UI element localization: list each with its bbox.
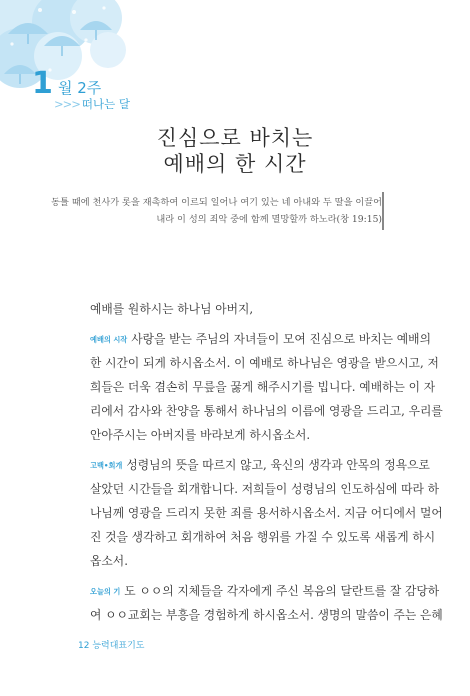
section-label-todays-prayer: 오늘의 기 — [90, 587, 121, 596]
month-theme — [54, 96, 130, 112]
section1-line4: 리에서 감사와 찬양을 통해서 하나님의 이름에 영광을 드리고, 우리를 — [90, 404, 443, 418]
section2-line3: 나님께 영광을 드리지 못한 죄를 용서하시옵소서. 지금 어디에서 멀어 — [90, 506, 443, 520]
book-title: 능력대표기도 — [92, 641, 145, 651]
page-footer — [78, 638, 145, 651]
month-number: 1 — [32, 66, 53, 101]
section3-line1: 오늘의 기 도 ㅇㅇ의 지체들을 각자에게 주신 복음의 달란트를 잘 감당하 — [90, 584, 440, 598]
verse-line1: 동틀 때에 천사가 롯을 재촉하여 이르되 일어나 여기 있는 네 아내와 두 딸을 이끌어 — [51, 197, 382, 208]
section1-line1: 예배의 시작 사랑을 받는 주님의 자녀들이 모여 진심으로 바치는 예배의 — [90, 332, 431, 346]
section2-line2: 살았던 시간들을 회개합니다. 저희들이 성령님의 인도하심에 따라 하 — [90, 482, 440, 496]
section3-line2: 여 ㅇㅇ교회는 부흥을 경험하게 하시옵소서. 생명의 말씀이 주는 은혜 — [90, 608, 443, 622]
section2-line4: 진 것을 생각하고 회개하여 처음 행위를 가질 수 있도록 새롭게 하시 — [90, 530, 436, 544]
section1-line2: 한 시간이 되게 하시옵소서. 이 예배로 하나님은 영광을 받으시고, 저 — [90, 356, 439, 370]
section-label-worship-start: 예배의 시작 — [90, 335, 128, 344]
section1-line3: 희들은 더욱 겸손히 무릎을 꿇게 해주시기를 빕니다. 예배하는 이 자 — [90, 380, 436, 394]
verse-line2: 내라 이 성의 죄악 중에 함께 멸망할까 하노라(창 19:15) — [156, 214, 382, 225]
section1-line5: 안아주시는 아버지를 바라보게 하시옵소서. — [90, 428, 311, 442]
page-title-line2: 예배의 한 시간 — [163, 152, 307, 176]
page-title-line1: 진심으로 바치는 — [156, 126, 314, 150]
section2-line1: 고백•회개 성령님의 뜻을 따르지 않고, 육신의 생각과 안목의 정욕으로 — [90, 458, 430, 472]
section-label-confession: 고백•회개 — [90, 461, 123, 470]
theme-label: 떠나는 달 — [81, 97, 131, 111]
arrows-icon: >>> — [54, 97, 80, 111]
section2-line5: 옵소서. — [90, 554, 128, 568]
week-label: 월 2주 — [57, 79, 102, 97]
page-number: 12 — [78, 641, 90, 651]
verse-divider — [382, 192, 384, 230]
opening-line: 예배를 원하시는 하나님 아버지, — [90, 302, 254, 316]
